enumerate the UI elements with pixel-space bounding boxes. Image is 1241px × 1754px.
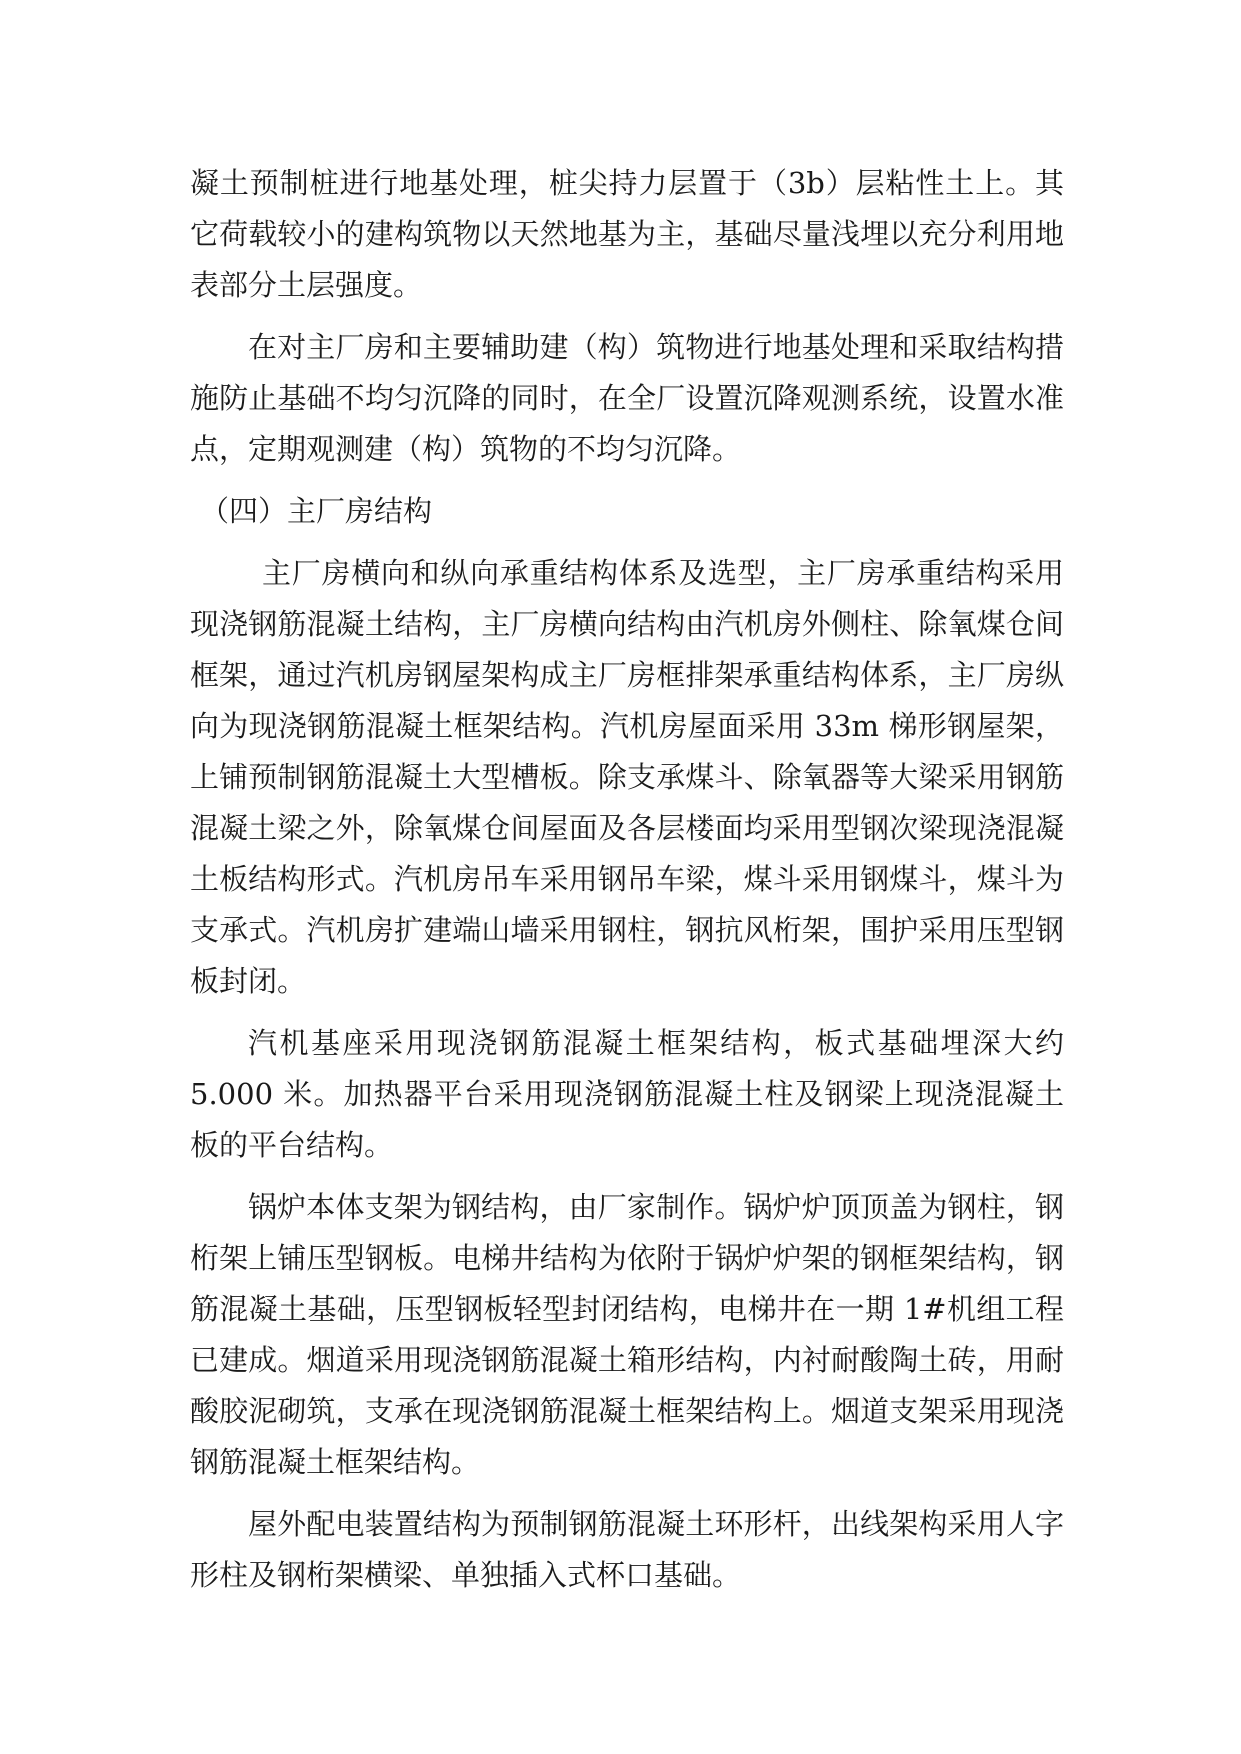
section-heading-main-building-structure: （四）主厂房结构 — [200, 494, 433, 528]
paragraph-main-building-structure: 主厂房横向和纵向承重结构体系及选型，主厂房承重结构采用现浇钢筋混凝土结构，主厂房横向结构由汽机房外侧柱、除氧煤仓间框架，通过汽机房钢屋架构成主厂房框排架承重结构体系，主厂房纵向为现浇钢筋混凝土框架结构。汽机房屋面采用 33m 梯形钢屋架，上铺预制钢筋混凝土大型槽板。除支承煤斗、除氧器等大梁采用钢筋混凝土梁之外，除氧煤仓间屋面及各层楼面均采用型钢次梁现浇混凝土板结构形式。汽机房吊车采用钢吊车梁，煤斗采用钢煤斗，煤斗为支承式。汽机房扩建端山墙采用钢柱，钢抗风桁架，围护采用压型钢板封闭。 — [190, 556, 1064, 998]
paragraph-boiler-support: 锅炉本体支架为钢结构，由厂家制作。锅炉炉顶顶盖为钢柱，钢桁架上铺压型钢板。电梯井结构为依附于锅炉炉架的钢框架结构，钢筋混凝土基础，压型钢板轻型封闭结构，电梯井在一期 1#机组工程已建成。烟道采用现浇钢筋混凝土箱形结构，内衬耐酸陶土砖，用耐酸胶泥砌筑，支承在现浇钢筋混凝土框架结构上。烟道支架采用现浇钢筋混凝土框架结构。 — [190, 1190, 1064, 1479]
paragraph-turbine-foundation: 汽机基座采用现浇钢筋混凝土框架结构，板式基础埋深大约 5.000 米。加热器平台采用现浇钢筋混凝土柱及钢梁上现浇混凝土板的平台结构。 — [190, 1026, 1064, 1162]
paragraph-settlement-observation: 在对主厂房和主要辅助建（构）筑物进行地基处理和采取结构措施防止基础不均匀沉降的同时，在全厂设置沉降观测系统，设置水准点，定期观测建（构）筑物的不均匀沉降。 — [190, 330, 1064, 466]
document-body — [190, 158, 1064, 1612]
paragraph-foundation-continuation: 凝土预制桩进行地基处理，桩尖持力层置于（3b）层粘性土上。其它荷载较小的建构筑物以天然地基为主，基础尽量浅埋以充分利用地表部分土层强度。 — [190, 166, 1064, 302]
paragraph-outdoor-switchgear: 屋外配电装置结构为预制钢筋混凝土环形杆，出线架构采用人字形柱及钢桁架横梁、单独插入式杯口基础。 — [190, 1507, 1064, 1592]
